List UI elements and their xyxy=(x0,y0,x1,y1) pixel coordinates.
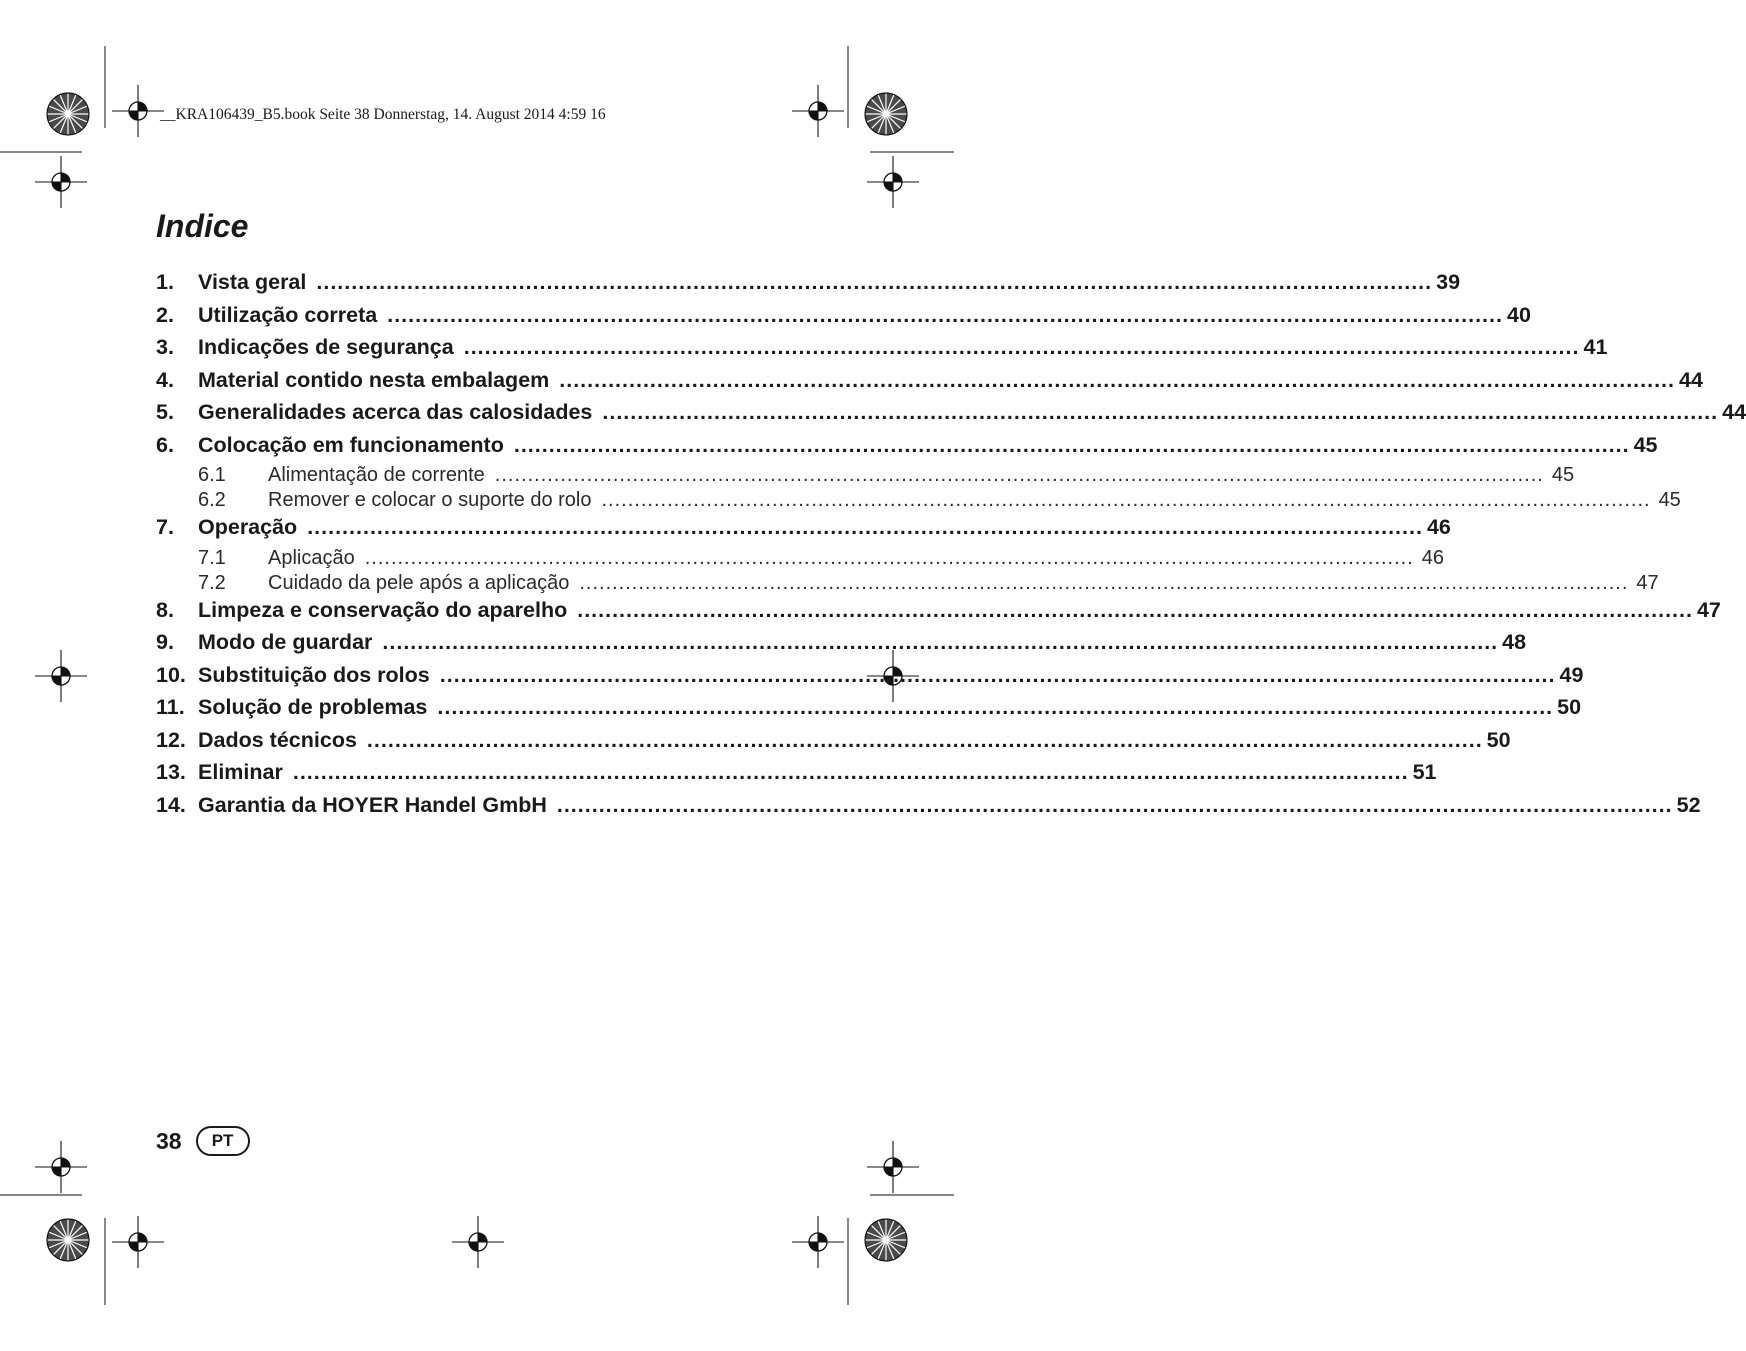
table-of-contents xyxy=(156,266,1746,821)
toc-entry-page: 46 xyxy=(1421,546,1445,569)
toc-entry-number: 6.2 xyxy=(198,489,226,511)
toc-entry-label: Operação xyxy=(198,515,298,539)
toc-entry-page: 45 xyxy=(1633,432,1658,457)
toc-entry-page: 44 xyxy=(1679,367,1703,392)
toc-leader-dots: ................................................................................................................................................................ xyxy=(307,515,1423,539)
toc-entry-label: Cuidado da pele após a aplicação xyxy=(268,571,570,594)
toc-leader-dots: ................................................................................................................................................................ xyxy=(559,367,1676,392)
toc-subentry[interactable] xyxy=(156,546,1445,571)
toc-entry-number: 14. xyxy=(156,792,186,817)
toc-entry-page: 46 xyxy=(1426,515,1451,539)
toc-entry-label: Aplicação xyxy=(268,546,355,569)
toc-entry-label: Colocação em funcionamento xyxy=(198,432,504,457)
toc-leader-dots: ................................................................................................................................................................ xyxy=(439,662,1556,687)
toc-entry[interactable] xyxy=(156,511,1451,544)
toc-leader-dots: ................................................................................................................................................................ xyxy=(463,335,1580,359)
toc-entry-label: Eliminar xyxy=(198,760,283,784)
toc-leader-dots: ................................................................................................................................................................ xyxy=(364,546,1414,569)
toc-entry-number: 9. xyxy=(156,630,174,654)
toc-leader-dots: ................................................................................................................................................................ xyxy=(601,489,1651,511)
toc-entry[interactable] xyxy=(156,659,1584,692)
toc-entry-label: Utilização correta xyxy=(198,302,378,327)
toc-entry-page: 45 xyxy=(1551,464,1575,486)
toc-entry-page: 41 xyxy=(1583,335,1608,359)
toc-entry-label: Vista geral xyxy=(198,270,307,294)
toc-entry[interactable] xyxy=(156,331,1608,364)
toc-entry[interactable] xyxy=(156,364,1703,397)
toc-leader-dots: ................................................................................................................................................................ xyxy=(513,432,1630,457)
toc-entry-page: 45 xyxy=(1658,489,1681,511)
toc-entry[interactable] xyxy=(156,429,1658,462)
toc-entry-number: 1. xyxy=(156,270,174,294)
toc-entry-page: 49 xyxy=(1559,662,1584,687)
toc-entry[interactable] xyxy=(156,724,1511,757)
toc-entry-page: 44 xyxy=(1722,400,1746,424)
toc-entry[interactable] xyxy=(156,691,1582,724)
page-footer xyxy=(156,1126,250,1156)
toc-leader-dots: ................................................................................................................................................................ xyxy=(494,464,1544,486)
toc-leader-dots: ................................................................................................................................................................ xyxy=(316,270,1433,294)
toc-entry-page: 50 xyxy=(1557,695,1582,719)
toc-leader-dots: ................................................................................................................................................................ xyxy=(366,727,1483,752)
toc-entry-label: Generalidades acerca das calosidades xyxy=(198,400,593,424)
toc-subentry[interactable] xyxy=(156,488,1681,513)
toc-entry-label: Indicações de segurança xyxy=(198,335,454,359)
toc-entry-label: Dados técnicos xyxy=(198,727,357,752)
toc-entry-number: 10. xyxy=(156,662,186,687)
toc-entry-label: Garantia da HOYER Handel GmbH xyxy=(198,792,547,817)
toc-entry-label: Material contido nesta embalagem xyxy=(198,367,550,392)
page-number: 38 xyxy=(156,1127,182,1154)
toc-entry-number: 12. xyxy=(156,727,186,752)
toc-leader-dots: ................................................................................................................................................................ xyxy=(292,760,1409,784)
toc-entry-page: 47 xyxy=(1696,597,1721,622)
toc-entry-page: 51 xyxy=(1412,760,1437,784)
toc-entry-number: 2. xyxy=(156,302,174,327)
toc-entry-number: 11. xyxy=(156,695,185,719)
toc-entry-number: 7.1 xyxy=(198,546,226,569)
toc-entry-label: Substituição dos rolos xyxy=(198,662,430,687)
toc-entry-page: 48 xyxy=(1502,630,1527,654)
toc-leader-dots: ................................................................................................................................................................ xyxy=(577,597,1693,622)
toc-entry-number: 5. xyxy=(156,400,174,424)
toc-entry-page: 50 xyxy=(1486,727,1511,752)
toc-leader-dots: ................................................................................................................................................................ xyxy=(602,400,1719,424)
toc-entry[interactable] xyxy=(156,266,1461,299)
toc-entry-number: 6.1 xyxy=(198,464,226,486)
toc-entry[interactable] xyxy=(156,789,1701,822)
toc-entry[interactable] xyxy=(156,299,1531,332)
toc-entry-label: Modo de guardar xyxy=(198,630,373,654)
toc-entry-page: 52 xyxy=(1676,792,1701,817)
toc-entry-page: 47 xyxy=(1636,571,1659,594)
toc-leader-dots: ................................................................................................................................................................ xyxy=(556,792,1673,817)
toc-entry-number: 4. xyxy=(156,367,174,392)
toc-leader-dots: ................................................................................................................................................................ xyxy=(579,571,1629,594)
toc-entry[interactable] xyxy=(156,594,1721,627)
toc-entry-page: 39 xyxy=(1436,270,1461,294)
toc-entry-page: 40 xyxy=(1506,302,1531,327)
toc-leader-dots: ................................................................................................................................................................ xyxy=(437,695,1554,719)
toc-subentry[interactable] xyxy=(156,571,1659,596)
toc-entry[interactable] xyxy=(156,756,1437,789)
toc-entry[interactable] xyxy=(156,626,1527,659)
toc-entry-number: 7. xyxy=(156,515,174,539)
toc-entry[interactable] xyxy=(156,396,1746,429)
toc-entry-label: Remover e colocar o suporte do rolo xyxy=(268,489,592,511)
print-header: __KRA106439_B5.book Seite 38 Donnerstag, 14. August 2014 4:59 16 xyxy=(160,106,606,123)
toc-entry-label: Alimentação de corrente xyxy=(268,464,485,486)
toc-leader-dots: ................................................................................................................................................................ xyxy=(387,302,1503,327)
toc-entry-number: 13. xyxy=(156,760,186,784)
page-title: Indice xyxy=(156,208,249,244)
toc-subentry[interactable] xyxy=(156,463,1575,488)
toc-entry-number: 3. xyxy=(156,335,174,359)
toc-entry-number: 6. xyxy=(156,432,174,457)
toc-leader-dots: ................................................................................................................................................................ xyxy=(382,630,1499,654)
toc-entry-label: Limpeza e conservação do aparelho xyxy=(198,597,568,622)
toc-entry-number: 8. xyxy=(156,597,174,622)
toc-entry-number: 7.2 xyxy=(198,571,226,594)
toc-entry-label: Solução de problemas xyxy=(198,695,428,719)
language-badge: PT xyxy=(196,1126,250,1156)
